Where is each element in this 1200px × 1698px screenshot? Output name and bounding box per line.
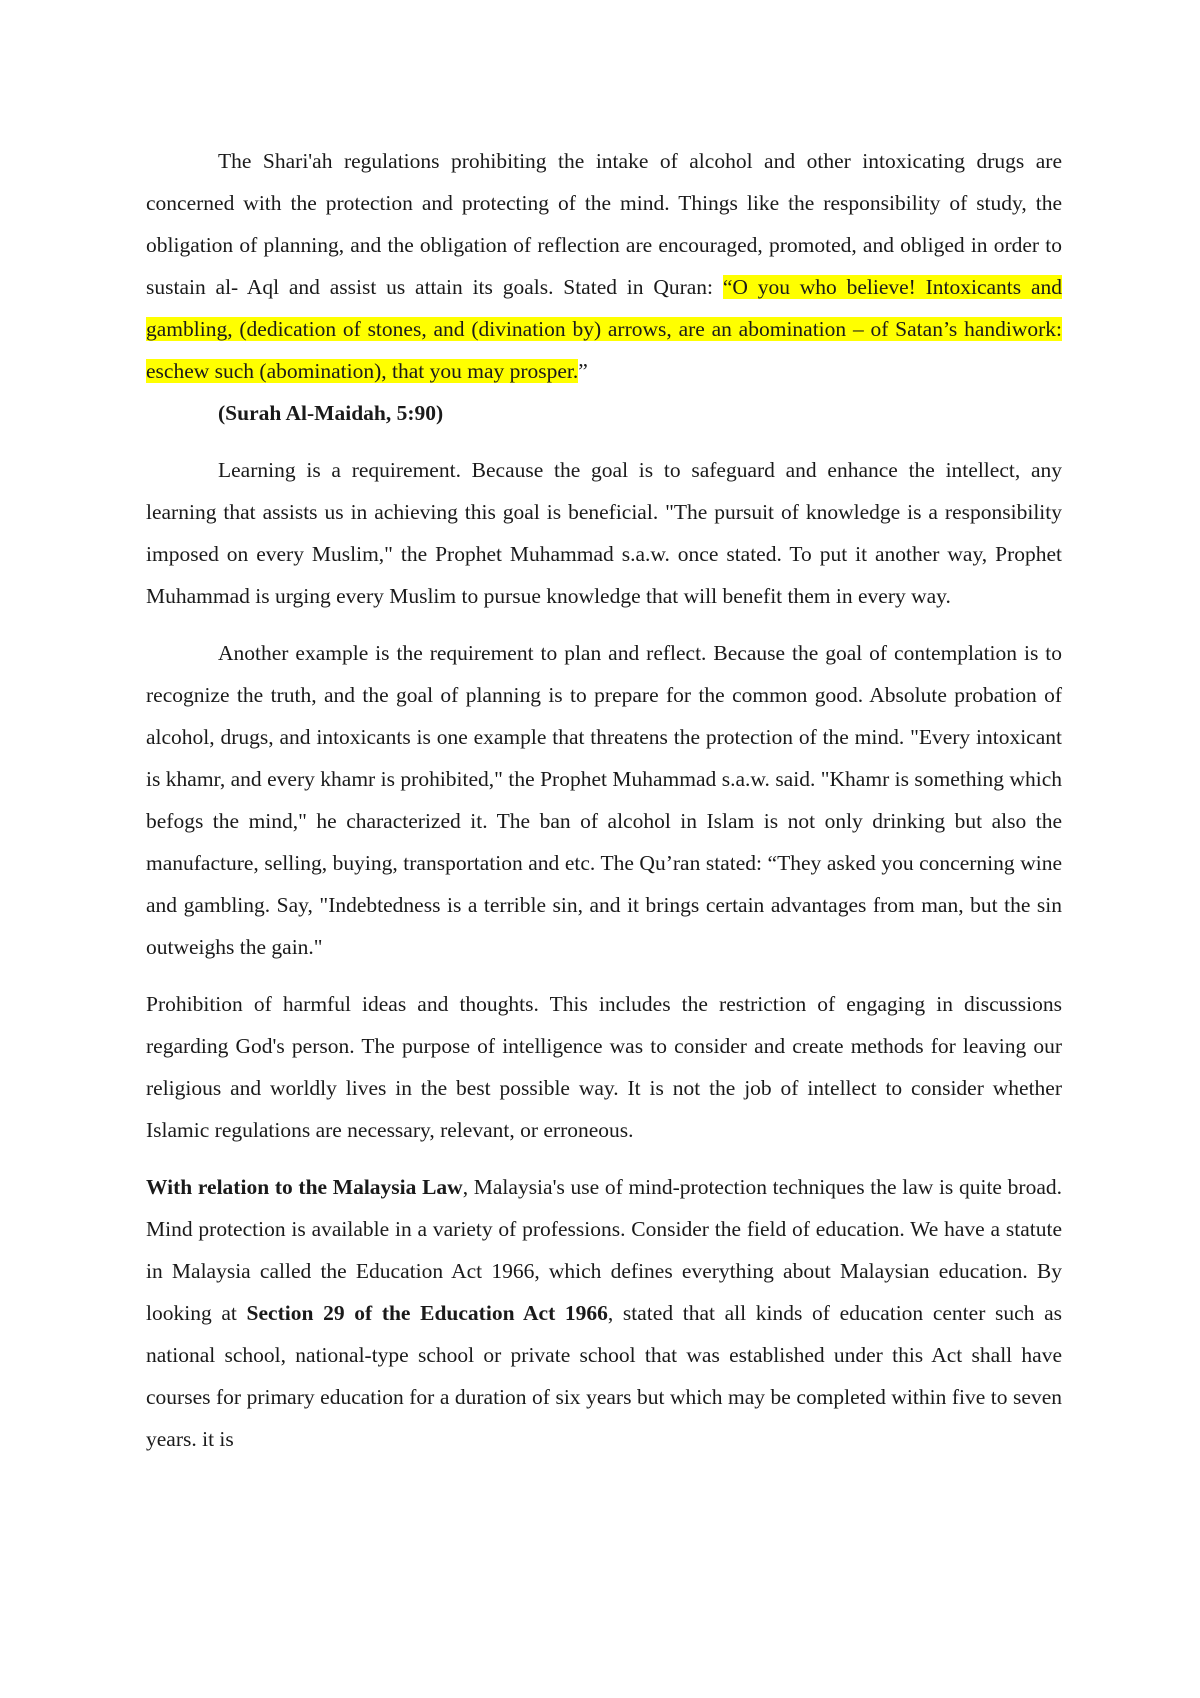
malaysia-law-heading: With relation to the Malaysia Law	[146, 1175, 463, 1199]
education-act-section: Section 29 of the Education Act 1966	[246, 1301, 608, 1325]
paragraph-text: Prohibition of harmful ideas and thoughts. This includes the restriction of engaging in discussions regarding God's person. The purpose of intelligence was to consider and create methods for leaving our religious and worldly lives in the best possible way. It is not the job of intellect to consider whether Islamic regulations are necessary, relevant, or erroneous.	[146, 992, 1062, 1142]
document-body	[146, 140, 1062, 1475]
paragraph-learning-requirement	[146, 449, 1062, 617]
paragraph-text: Another example is the requirement to plan and reflect. Because the goal of contemplation is to recognize the truth, and the goal of planning is to prepare for the common good. Absolute probation of alcohol, drugs, and intoxicants is one example that threatens the protection of the mind. "Every intoxicant is khamr, and every khamr is prohibited," the Prophet Muhammad s.a.w. said. "Khamr is something which befogs the mind," he characterized it. The ban of alcohol in Islam is not only drinking but also the manufacture, selling, buying, transportation and etc. The Qu’ran stated: “They asked you concerning wine and gambling. Say, "Indebtedness is a terrible sin, and it brings certain advantages from man, but the sin outweighs the gain."	[146, 641, 1062, 959]
surah-reference: (Surah Al-Maidah, 5:90)	[218, 401, 444, 425]
highlighted-quran-quote: “O you who believe! Intoxicants and gambling, (dedication of stones, and (divination by) arrows, are an abomination – of Satan’s handiwork: eschew such (abomination), that you may prosper.	[146, 275, 1062, 383]
paragraph-malaysia-law	[146, 1166, 1062, 1460]
paragraph-text: , stated that all kinds of education center such as national school, national-type school or private school that was established under this Act shall have courses for primary education for a duration of six years but which may be completed within five to seven years. it is	[146, 1301, 1062, 1451]
paragraph-text: The Shari'ah regulations prohibiting the intake of alcohol and other intoxicating drugs are concerned with the protection and protecting of the mind. Things like the responsibility of study, the obligation of planning, and the obligation of reflection are encouraged, promoted, and obliged in order to sustain al- Aql and assist us attain its goals. Stated in Quran:	[146, 149, 1062, 299]
paragraph-text: , Malaysia's use of mind-protection techniques the law is quite broad. Mind protection is available in a variety of professions. Consider the field of education. We have a statute in Malaysia called the Education Act 1966, which defines everything about Malaysian education. By looking at	[146, 1175, 1062, 1325]
quote-closing-mark: ”	[578, 359, 588, 383]
paragraph-plan-and-reflect	[146, 632, 1062, 968]
paragraph-harmful-ideas	[146, 983, 1062, 1151]
paragraph-text: Learning is a requirement. Because the goal is to safeguard and enhance the intellect, any learning that assists us in achieving this goal is beneficial. "The pursuit of knowledge is a responsibility imposed on every Muslim," the Prophet Muhammad s.a.w. once stated. To put it another way, Prophet Muhammad is urging every Muslim to pursue knowledge that will benefit them in every way.	[146, 458, 1062, 608]
paragraph-shariah-regulations	[146, 140, 1062, 434]
